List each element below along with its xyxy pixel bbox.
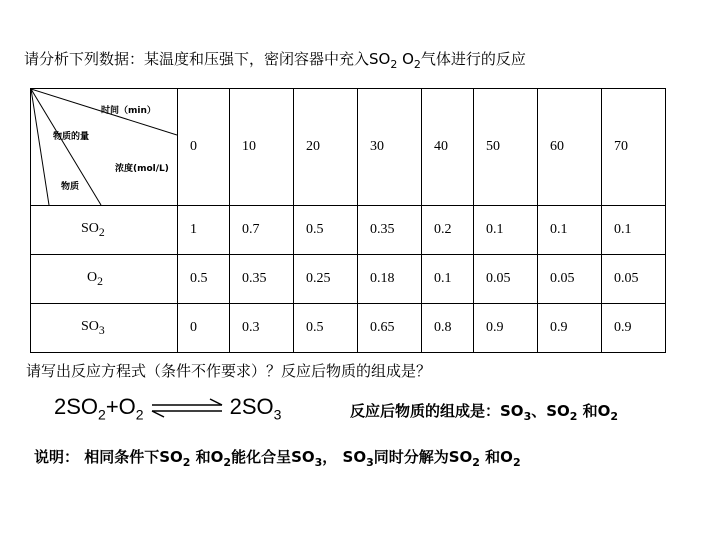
- table-cell: 0.18: [358, 255, 422, 304]
- corner-time-label: 时间（min）: [101, 106, 156, 116]
- question-text: 请写出反应方程式（条件不作要求）？反应后物质的组成是？: [26, 362, 432, 380]
- data-table: [30, 88, 666, 353]
- intro-text: 请分析下列数据：某温度和压强下，密闭容器中充入$SO_2$ $O_2$气体进行的反应: [24, 50, 526, 71]
- table-row-so3: [31, 304, 666, 353]
- corner-cell: [31, 89, 178, 206]
- table-cell: 0.3: [230, 304, 294, 353]
- time-10: 10: [230, 89, 294, 206]
- table-cell: 0.05: [601, 255, 665, 304]
- corner-quantity-label: 物质的量: [53, 132, 90, 142]
- table-cell: 0.9: [474, 304, 538, 353]
- corner-substance-label: 物质: [61, 182, 80, 192]
- substance-so3: $SO_3$: [31, 304, 178, 353]
- table-cell: 0.05: [474, 255, 538, 304]
- table-cell: 0.65: [358, 304, 422, 353]
- corner-concentration-label: 浓度(mol/L): [115, 164, 169, 174]
- substance-o2: $O_2$: [31, 255, 178, 304]
- table-cell: 0.5: [294, 206, 358, 255]
- table-cell: 1: [178, 206, 230, 255]
- time-50: 50: [474, 89, 538, 206]
- table-cell: 0.7: [230, 206, 294, 255]
- table-cell: 0.25: [294, 255, 358, 304]
- time-20: 20: [294, 89, 358, 206]
- table-cell: 0.9: [538, 304, 602, 353]
- table-cell: 0.2: [421, 206, 473, 255]
- time-40: 40: [421, 89, 473, 206]
- table-cell: 0.5: [294, 304, 358, 353]
- table-cell: 0.1: [538, 206, 602, 255]
- table-row-o2: [31, 255, 666, 304]
- table-header-row: [31, 89, 666, 206]
- substance-so2: $SO_2$: [31, 206, 178, 255]
- table-cell: 0.8: [421, 304, 473, 353]
- table-cell: 0.35: [358, 206, 422, 255]
- table-cell: 0.1: [474, 206, 538, 255]
- table-cell: 0.35: [230, 255, 294, 304]
- table-cell: 0.9: [601, 304, 665, 353]
- time-30: 30: [358, 89, 422, 206]
- table-row-so2: [31, 206, 666, 255]
- table-cell: 0.1: [421, 255, 473, 304]
- reaction-equation: $2SO_2+O_2$ $2SO_3$: [54, 394, 282, 423]
- time-60: 60: [538, 89, 602, 206]
- table-cell: 0.05: [538, 255, 602, 304]
- table-cell: 0: [178, 304, 230, 353]
- table-cell: 0.5: [178, 255, 230, 304]
- table-cell: 0.1: [601, 206, 665, 255]
- explanation-note: 说明： 相同条件下$SO_2$ 和$O_2$能化合呈$SO_3$， $SO_3$同时分解为$SO_2$ 和$O_2$: [34, 448, 521, 469]
- time-0: 0: [178, 89, 230, 206]
- time-70: 70: [601, 89, 665, 206]
- answer-text: 反应后物质的组成是：$SO_3$、$SO_2$ 和$O_2$: [350, 402, 619, 423]
- reversible-arrow-icon: [150, 398, 224, 418]
